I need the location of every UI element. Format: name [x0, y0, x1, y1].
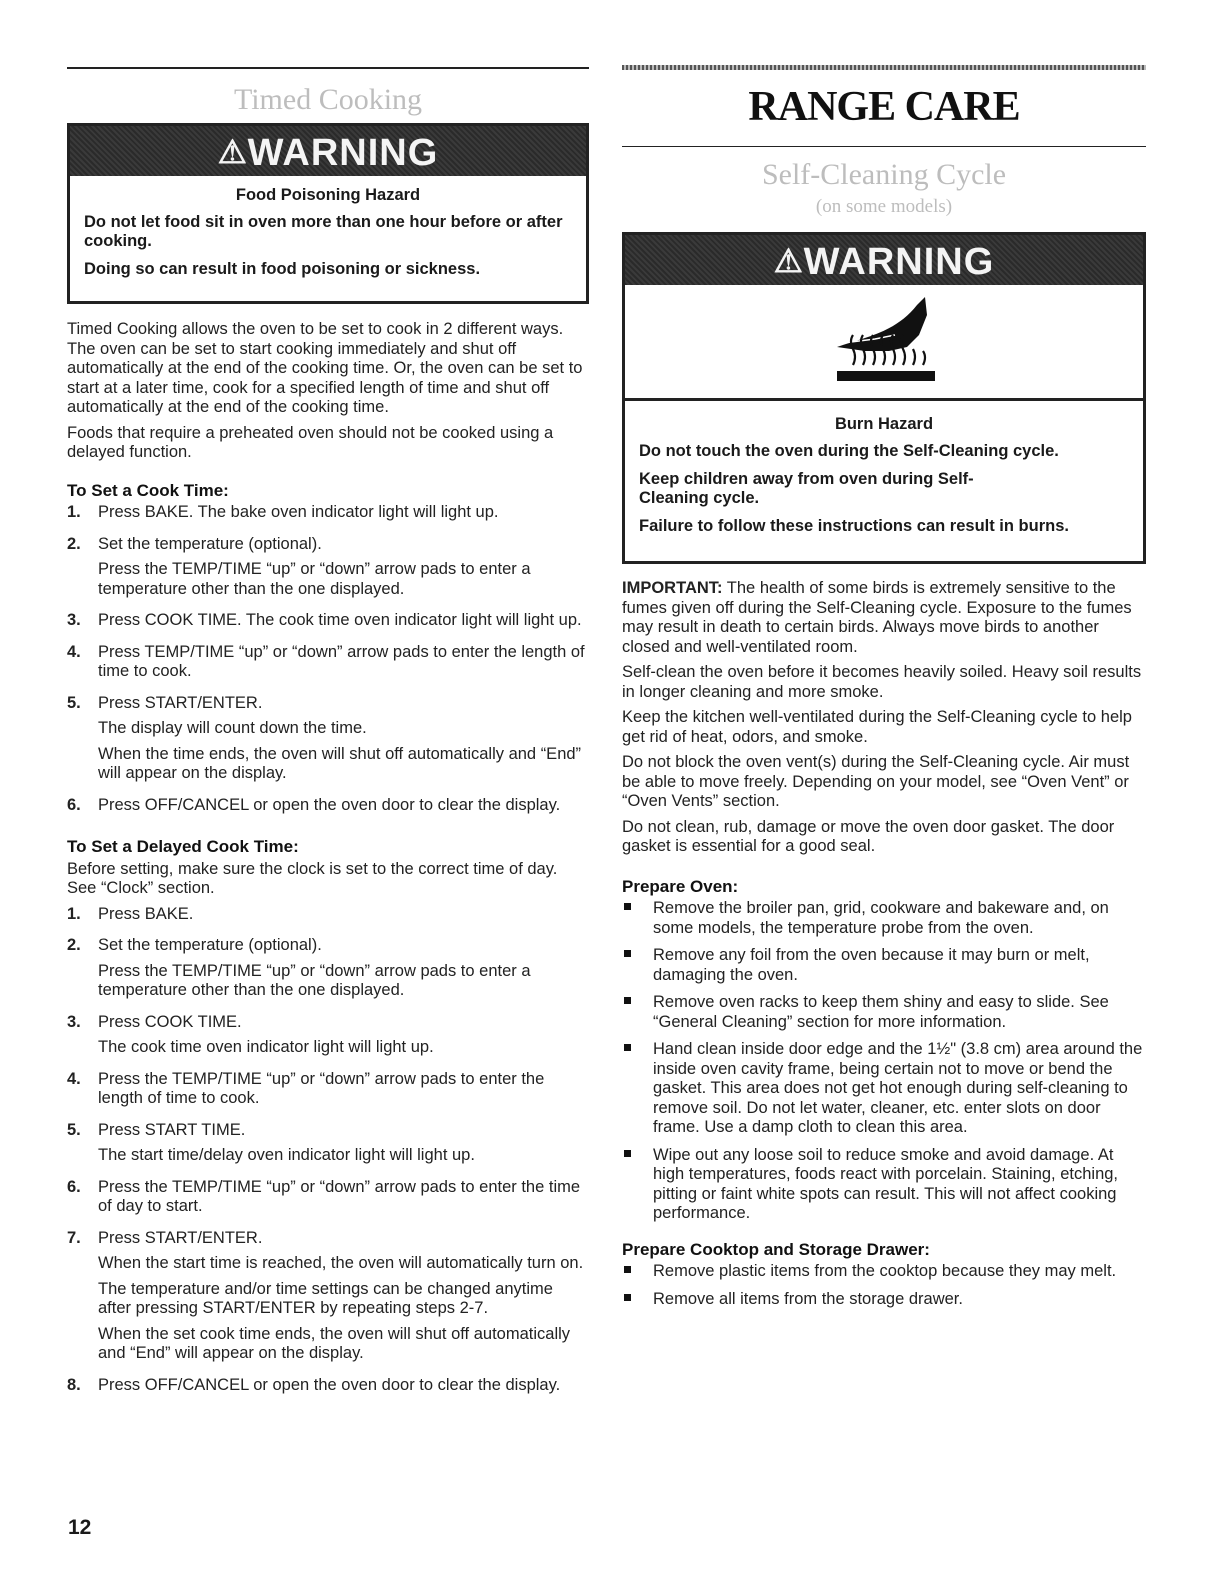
bullet-item: [622, 1290, 1146, 1310]
hazard-title: Food Poisoning Hazard: [235, 186, 421, 204]
heading-prepare-oven: Prepare Oven:: [622, 876, 739, 896]
bullet-text: Remove plastic items from the cooktop because they may melt.: [653, 1262, 1117, 1280]
bullet-item: [622, 993, 1146, 1032]
step-text: Press BAKE. The bake oven indicator light will light up.: [98, 503, 499, 521]
step-item: [67, 503, 589, 529]
step-text: The start time/delay oven indicator light will light up.: [98, 1146, 475, 1164]
cook-time-steps: [67, 503, 589, 821]
intro-paragraph: Timed Cooking allows the oven to be set to cook in 2 different ways. The oven can be set to start cooking immediately and shut off automatically at the end of the cooking time. Or, the oven can be set to start at a later time, cook for a specified length of time and shut off automatically at the end of the cooking time.: [67, 320, 583, 416]
step-text: Set the temperature (optional).: [98, 936, 322, 954]
step-number: 1.: [67, 503, 81, 521]
heading-delayed-cook-time: To Set a Delayed Cook Time:: [67, 837, 299, 856]
step-text: Press TEMP/TIME “up” or “down” arrow pads to enter the length of time to cook.: [98, 642, 585, 680]
step-text: Press the TEMP/TIME “up” or “down” arrow pads to enter a temperature other than the one displayed.: [98, 961, 531, 999]
step-body: [98, 1070, 589, 1115]
page-header-range-care: RANGE CARE: [748, 84, 1020, 130]
hot-surface-hand-icon: [625, 285, 1143, 395]
prepare-oven-list: [622, 899, 1146, 1224]
bullet-square-icon: [622, 1290, 653, 1310]
step-item: [67, 1178, 589, 1223]
step-text: Press OFF/CANCEL or open the oven door to clear the display.: [98, 795, 561, 814]
step-body: [98, 643, 589, 688]
bullet-square-icon: [622, 899, 653, 938]
step-item: [67, 611, 589, 637]
important-text: The health of some birds is extremely sensitive to the fumes given off during the Self-Cleaning cycle. Exposure to the fumes may result in death to certain birds. Always move birds to another closed and well-ventilated room.: [622, 579, 1132, 656]
delayed-cook-steps: [67, 905, 589, 1402]
step-number: 6.: [67, 795, 81, 814]
timed-cooking-content: [67, 320, 589, 1407]
bullet-square-icon: [622, 993, 653, 1032]
warning-line: Failure to follow these instructions can result in burns.: [639, 517, 1069, 535]
step-item: [67, 643, 589, 688]
heading-prepare-cooktop: Prepare Cooktop and Storage Drawer:: [622, 1239, 930, 1259]
bullet-text: Hand clean inside door edge and the 1½" (3.8 cm) area around the inside oven cavity frame, being certain not to move or bend the gasket. This area does not get hot enough during self-cleaning to remove soil. Do not let water, cleaner, etc. enter slots on door frame. Use a damp cloth to clean this area.: [653, 1040, 1143, 1136]
delayed-intro: Before setting, make sure the clock is set to the correct time of day. See “Clock” section.: [67, 859, 558, 897]
step-body: [98, 796, 589, 822]
top-rule: [67, 67, 589, 69]
step-number: 1.: [67, 904, 81, 923]
step-text: Press START TIME.: [98, 1120, 246, 1139]
step-body: [98, 1376, 589, 1402]
bullet-square-icon: [622, 1262, 653, 1282]
step-body: [98, 1121, 589, 1172]
bullet-square-icon: [622, 1040, 653, 1138]
warning-body: [70, 176, 586, 292]
step-text: Press COOK TIME. The cook time oven indicator light will light up.: [98, 611, 582, 629]
bullet-item: [622, 946, 1146, 985]
important-label: IMPORTANT:: [622, 579, 723, 597]
step-text: Press the TEMP/TIME “up” or “down” arrow pads to enter the time of day to start.: [98, 1177, 581, 1215]
warning-triangle-icon: ⚠: [217, 134, 248, 170]
important-paragraph: [622, 579, 1146, 657]
step-item: [67, 1070, 589, 1115]
burn-hazard-pictogram: [625, 285, 1143, 401]
body-paragraph: Self-clean the oven before it becomes heavily soiled. Heavy soil results in longer cleaning and more smoke.: [622, 663, 1142, 701]
warning-box-burn: [622, 232, 1146, 564]
step-number: 5.: [67, 693, 81, 712]
step-item: [67, 1229, 589, 1370]
body-paragraph: Keep the kitchen well-ventilated during the Self-Cleaning cycle to help get rid of heat, odors, and smoke.: [622, 708, 1132, 746]
step-number: 3.: [67, 1012, 81, 1031]
intro-paragraph: Foods that require a preheated oven should not be cooked using a delayed function.: [67, 423, 554, 461]
body-paragraph: Do not clean, rub, damage or move the oven door gasket. The door gasket is essential for a good seal.: [622, 817, 1115, 855]
step-item: [67, 936, 589, 1007]
step-body: [98, 503, 589, 529]
bullet-text: Wipe out any loose soil to reduce smoke and avoid damage. At high temperatures, foods react with porcelain. Staining, etching, pitting or faint white spots can result. This will not affect cooking performance.: [653, 1145, 1119, 1222]
section-title-self-cleaning: Self-Cleaning Cycle: [761, 158, 1007, 191]
step-item: [67, 1121, 589, 1172]
step-item: [67, 905, 589, 931]
body-paragraph: Do not block the oven vent(s) during the Self-Cleaning cycle. Air must be able to move freely. Depending on your model, see “Oven Vent” or “Oven Vents” section.: [622, 753, 1130, 810]
bullet-text: Remove all items from the storage drawer.: [653, 1289, 963, 1308]
step-number: 3.: [67, 611, 81, 629]
step-text: Press BAKE.: [98, 904, 194, 923]
step-body: [98, 936, 589, 1007]
hazard-title: Burn Hazard: [834, 415, 934, 433]
warning-line: Doing so can result in food poisoning or sickness.: [84, 260, 481, 278]
step-number: 5.: [67, 1120, 81, 1139]
warning-banner-text: WARNING: [247, 132, 439, 174]
step-item: [67, 1376, 589, 1402]
step-body: [98, 535, 589, 606]
bullet-item: [622, 1040, 1146, 1138]
step-text: Set the temperature (optional).: [98, 534, 322, 553]
section-title-timed-cooking: Timed Cooking: [233, 83, 423, 116]
step-number: 8.: [67, 1375, 81, 1394]
step-text: Press the TEMP/TIME “up” or “down” arrow pads to enter a temperature other than the one displayed.: [98, 560, 531, 598]
warning-line: Do not let food sit in oven more than one hour before or after cooking.: [84, 213, 563, 250]
step-number: 2.: [67, 936, 81, 954]
step-item: [67, 535, 589, 606]
step-text: The display will count down the time.: [98, 719, 367, 737]
step-number: 4.: [67, 642, 81, 661]
step-text: The temperature and/or time settings can be changed anytime after pressing START/ENTER by repeating steps 2-7.: [98, 1279, 553, 1317]
step-body: [98, 611, 589, 637]
warning-triangle-icon: ⚠: [773, 243, 804, 279]
step-text: Press OFF/CANCEL or open the oven door to clear the display.: [98, 1375, 561, 1394]
bullet-text: Remove the broiler pan, grid, cookware and bakeware and, on some models, the temperature probe from the oven.: [653, 899, 1109, 937]
warning-line: Keep children away from oven during Self-Cleaning cycle.: [639, 470, 974, 507]
warning-banner: [70, 126, 586, 176]
header-rule: [622, 146, 1146, 147]
step-text: When the start time is reached, the oven will automatically turn on.: [98, 1254, 584, 1272]
page-number: 12: [68, 1516, 92, 1539]
step-number: 4.: [67, 1069, 81, 1088]
warning-banner-text: WARNING: [803, 241, 995, 283]
step-number: 2.: [67, 534, 81, 553]
warning-box-food: [67, 123, 589, 304]
bullet-item: [622, 1262, 1146, 1282]
step-text: The cook time oven indicator light will light up.: [98, 1038, 434, 1056]
step-item: [67, 796, 589, 822]
step-item: [67, 694, 589, 790]
step-text: When the set cook time ends, the oven will shut off automatically and “End” will appear on the display.: [98, 1324, 571, 1362]
step-text: Press START/ENTER.: [98, 1228, 263, 1247]
warning-line: Do not touch the oven during the Self-Cleaning cycle.: [639, 442, 1059, 460]
step-item: [67, 1013, 589, 1064]
self-cleaning-content: [622, 579, 1146, 1317]
bullet-square-icon: [622, 1146, 653, 1224]
bullet-text: Remove oven racks to keep them shiny and easy to slide. See “General Cleaning” section for more information.: [653, 993, 1109, 1031]
step-text: When the time ends, the oven will shut off automatically and “End” will appear on the display.: [98, 744, 582, 782]
step-body: [98, 1229, 589, 1370]
heading-cook-time: To Set a Cook Time:: [67, 480, 229, 500]
warning-banner: [625, 235, 1143, 285]
prepare-cooktop-list: [622, 1262, 1146, 1309]
warning-body: [625, 401, 1143, 549]
step-number: 6.: [67, 1177, 81, 1196]
bullet-item: [622, 1146, 1146, 1224]
top-dotted-rule: [622, 65, 1146, 70]
bullet-text: Remove any foil from the oven because it may burn or melt, damaging the oven.: [653, 946, 1090, 984]
section-subtitle: (on some models): [815, 196, 953, 217]
step-body: [98, 1178, 589, 1223]
step-body: [98, 694, 589, 790]
step-body: [98, 905, 589, 931]
step-text: Press START/ENTER.: [98, 693, 263, 712]
bullet-square-icon: [622, 946, 653, 985]
step-number: 7.: [67, 1228, 81, 1247]
step-text: Press COOK TIME.: [98, 1012, 242, 1031]
step-text: Press the TEMP/TIME “up” or “down” arrow pads to enter the length of time to cook.: [98, 1069, 545, 1107]
step-body: [98, 1013, 589, 1064]
bullet-item: [622, 899, 1146, 938]
